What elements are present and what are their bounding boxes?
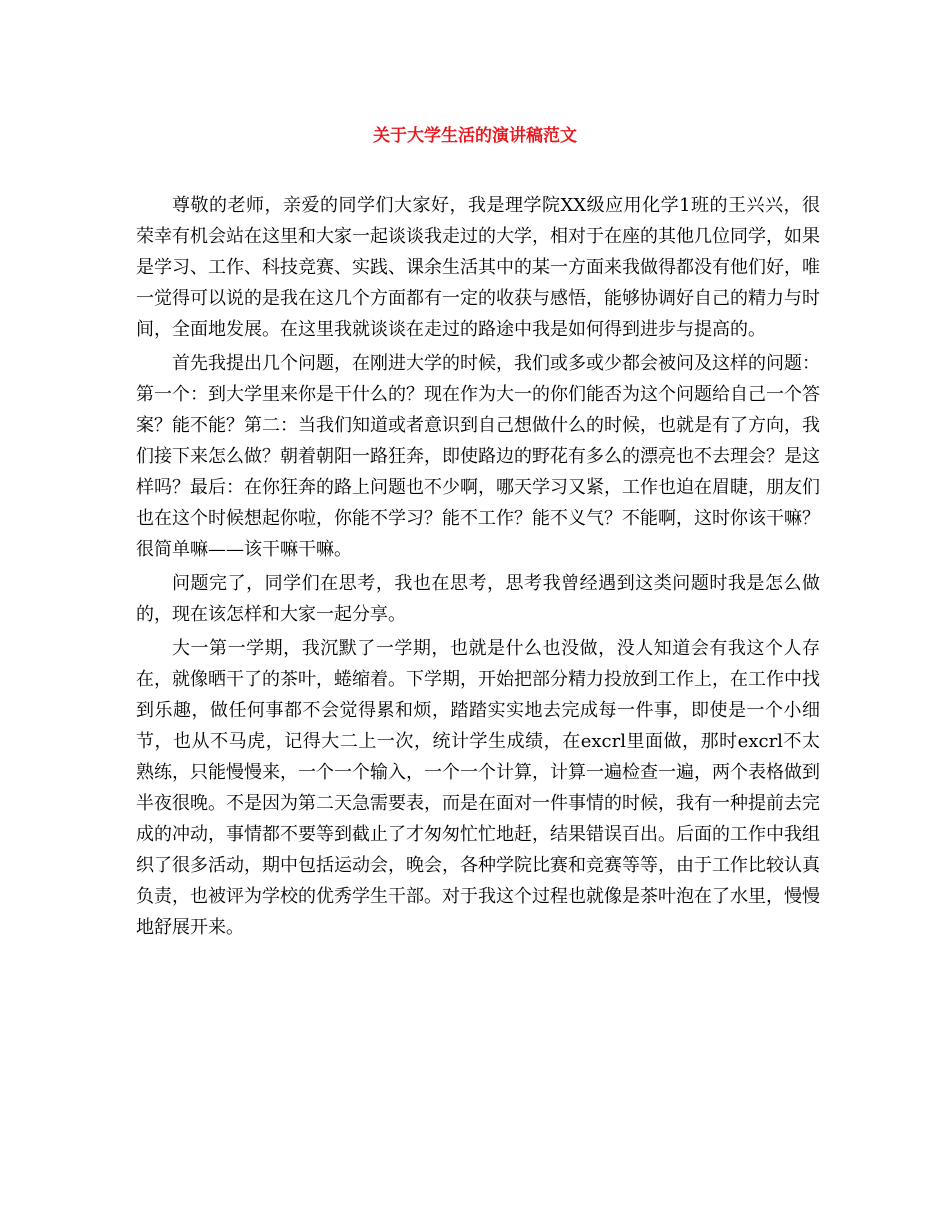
document-body: [136, 190, 820, 946]
document-title: 关于大学生活的演讲稿范文: [373, 126, 577, 146]
paragraph-4: 大一第一学期，我沉默了一学期，也就是什么也没做，没人知道会有我这个人存在，就像晒干了的茶叶，蜷缩着。下学期，开始把部分精力投放到工作上，在工作中找到乐趣，做任何事都不会觉得累和烦，踏踏实实地去完成每一件事，即使是一个小细节，也从不马虎，记得大二上一次，统计学生成绩，在excrl里面做，那时excrl不太熟练，只能慢慢来，一个一个输入，一个一个计算，计算一遍检查一遍，两个表格做到半夜很晚。不是因为第二天急需要表，而是在面对一件事情的时候，我有一种提前去完成的冲动，事情都不要等到截止了才匆匆忙忙地赶，结果错误百出。后面的工作中我组织了很多活动，期中包括运动会，晚会，各种学院比赛和竞赛等等，由于工作比较认真负责，也被评为学校的优秀学生干部。对于我这个过程也就像是茶叶泡在了水里，慢慢地舒展开来。: [136, 638, 820, 938]
paragraph-3: 问题完了，同学们在思考，我也在思考，思考我曾经遇到这类问题时我是怎么做的，现在该怎样和大家一起分享。: [136, 573, 820, 625]
paragraph-2: 首先我提出几个问题，在刚进大学的时候，我们或多或少都会被问及这样的问题：第一个：到大学里来你是干什么的？现在作为大一的你们能否为这个问题给自己一个答案？能不能？第二：当我们知道或者意识到自己想做什么的时候，也就是有了方向，我们接下来怎么做？朝着朝阳一路狂奔，即使路边的野花有多么的漂亮也不去理会？是这样吗？最后：在你狂奔的路上问题也不少啊，哪天学习又紧，工作也迫在眉睫，朋友们也在这个时候想起你啦，你能不学习？能不工作？能不义气？不能啊，这时你该干嘛？很简单嘛——该干嘛干嘛。: [136, 353, 820, 560]
paragraph-1: 尊敬的老师，亲爱的同学们大家好，我是理学院XX级应用化学1班的王兴兴，很荣幸有机会站在这里和大家一起谈谈我走过的大学，相对于在座的其他几位同学，如果是学习、工作、科技竞赛、实践、课余生活其中的某一方面来我做得都没有他们好，唯一觉得可以说的是我在这几个方面都有一定的收获与感悟，能够协调好自己的精力与时间，全面地发展。在这里我就谈谈在走过的路途中我是如何得到进步与提高的。: [136, 195, 820, 340]
